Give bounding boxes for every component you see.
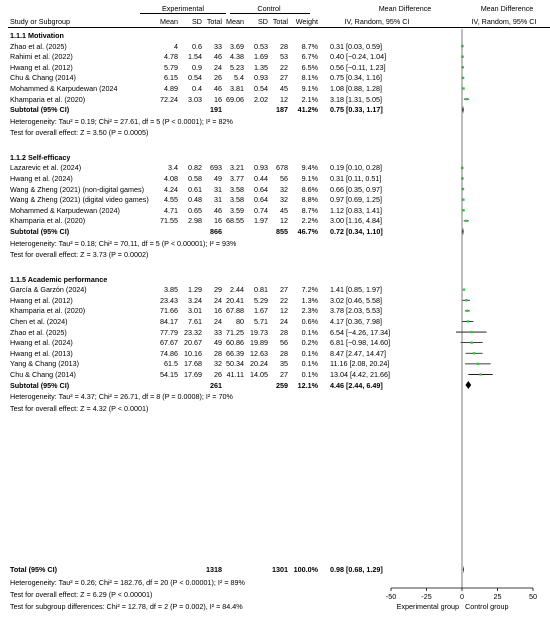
ctrl-total: 12 bbox=[280, 94, 288, 104]
ctrl-sd: 19.73 bbox=[250, 327, 268, 337]
exp-total: 24 bbox=[214, 62, 222, 72]
ctrl-mean: 66.39 bbox=[226, 348, 244, 358]
ci-text: 0.66 [0.35, 0.97] bbox=[330, 184, 382, 194]
exp-total: 31 bbox=[214, 195, 222, 205]
weight: 2.2% bbox=[301, 216, 318, 226]
ctrl-sd: 0.44 bbox=[254, 173, 268, 183]
x-tick-label: -25 bbox=[421, 592, 432, 601]
exp-mean-header: Mean bbox=[160, 17, 178, 26]
ci-text: 6.81 [−0.98, 14.60] bbox=[330, 338, 391, 348]
weight: 0.1% bbox=[301, 369, 318, 379]
exp-sd: 3.03 bbox=[188, 94, 202, 104]
exp-total: 24 bbox=[214, 316, 222, 326]
weight: 12.1% bbox=[297, 380, 318, 390]
exp-mean: 3.85 bbox=[164, 285, 178, 295]
weight: 6.7% bbox=[301, 52, 318, 62]
study-marker bbox=[462, 209, 464, 211]
ctrl-sd: 5.29 bbox=[254, 295, 268, 305]
subgroup-difference-text: Test for subgroup differences: Chi² = 12.78, df = 2 (P = 0.002), I² = 84.4% bbox=[10, 602, 243, 611]
exp-mean: 84.17 bbox=[160, 316, 178, 326]
exp-total: 46 bbox=[214, 84, 222, 93]
overall-effect-text: Test for overall effect: Z = 3.50 (P = 0.0005) bbox=[10, 128, 149, 138]
ctrl-mean: 4.38 bbox=[230, 52, 244, 62]
subtotal-label: Subtotal (95% CI) bbox=[10, 380, 70, 390]
ctrl-mean-header: Mean bbox=[226, 17, 244, 26]
subgroup-title: 1.1.5 Academic performance bbox=[10, 274, 108, 284]
ci-text: 4.17 [0.36, 7.98] bbox=[330, 316, 382, 326]
ctrl-total: 22 bbox=[280, 295, 288, 305]
total-diamond bbox=[463, 566, 464, 574]
exp-sd: 7.61 bbox=[188, 316, 202, 326]
ctrl-total: 53 bbox=[280, 52, 288, 62]
exp-sd: 2.98 bbox=[188, 216, 202, 226]
study-marker bbox=[473, 352, 475, 354]
total-overall-effect-text: Test for overall effect: Z = 6.29 (P < 0.00001) bbox=[10, 590, 153, 599]
study-marker bbox=[477, 363, 479, 365]
ctrl-mean: 3.58 bbox=[230, 184, 244, 194]
study-name: Khamparia et al. (2020) bbox=[10, 306, 86, 316]
ctrl-sd: 19.89 bbox=[250, 338, 268, 348]
subtotal-label: Subtotal (95% CI) bbox=[10, 105, 70, 115]
ctrl-total: 28 bbox=[280, 348, 288, 358]
exp-total: 46 bbox=[214, 52, 222, 62]
heterogeneity-text: Heterogeneity: Tau² = 4.37; Chi² = 26.71, df = 8 (P = 0.0008); I² = 70% bbox=[10, 392, 233, 402]
exp-mean: 4.24 bbox=[164, 184, 178, 194]
ctrl-mean: 67.88 bbox=[226, 306, 244, 316]
subtotal-diamond bbox=[462, 106, 463, 114]
study-name: Mohammed & Karpudewan (2024) bbox=[10, 205, 120, 215]
exp-sd: 0.82 bbox=[188, 163, 202, 173]
study-name: Lazarevic et al. (2024) bbox=[10, 163, 82, 173]
ctrl-mean: 60.86 bbox=[226, 338, 244, 348]
ctrl-sd: 20.24 bbox=[250, 359, 268, 369]
ci-text: 3.00 [1.16, 4.84] bbox=[330, 216, 382, 226]
ctrl-sd: 12.63 bbox=[250, 348, 268, 358]
exp-sd: 3.24 bbox=[188, 295, 202, 305]
ctrl-total: 259 bbox=[276, 380, 288, 390]
exp-sd: 1.29 bbox=[188, 285, 202, 295]
ctrl-total-header: Total bbox=[272, 17, 288, 26]
ci-text: 0.75 [0.34, 1.16] bbox=[330, 73, 382, 83]
exp-sd: 23.32 bbox=[184, 327, 202, 337]
exp-total: 16 bbox=[214, 306, 222, 316]
exp-sd: 0.48 bbox=[188, 195, 202, 205]
study-col-header: Study or Subgroup bbox=[10, 17, 70, 26]
study-marker bbox=[466, 310, 468, 312]
exp-mean: 72.24 bbox=[160, 94, 178, 104]
exp-total: 261 bbox=[210, 380, 222, 390]
weight: 9.1% bbox=[301, 173, 318, 183]
experimental-header: Experimental bbox=[162, 4, 204, 13]
ctrl-total: 56 bbox=[280, 173, 288, 183]
study-name: Hwang et al. (2012) bbox=[10, 295, 73, 305]
exp-mean: 77.79 bbox=[160, 327, 178, 337]
study-marker bbox=[461, 45, 463, 47]
ctrl-mean: 50.34 bbox=[226, 359, 244, 369]
study-marker bbox=[465, 98, 467, 100]
weight: 9.4% bbox=[301, 163, 318, 173]
study-marker bbox=[470, 331, 472, 333]
ci-text: 0.97 [0.69, 1.25] bbox=[330, 195, 382, 205]
exp-mean: 5.79 bbox=[164, 62, 178, 72]
x-label-control: Control group bbox=[465, 602, 509, 611]
exp-sd: 0.54 bbox=[188, 73, 202, 83]
ctrl-mean: 5.4 bbox=[234, 73, 244, 83]
study-name: Chu & Chang (2014) bbox=[10, 369, 76, 379]
weight: 8.8% bbox=[301, 195, 318, 205]
ctrl-mean: 3.81 bbox=[230, 84, 244, 93]
weight: 2.1% bbox=[301, 94, 318, 104]
control-header: Control bbox=[257, 4, 281, 13]
ctrl-mean: 3.58 bbox=[230, 195, 244, 205]
exp-sd: 1.54 bbox=[188, 52, 202, 62]
study-marker bbox=[467, 320, 469, 322]
ctrl-total: 22 bbox=[280, 62, 288, 72]
study-name: Khamparia et al. (2020) bbox=[10, 94, 86, 104]
ctrl-total: 1301 bbox=[272, 565, 288, 574]
md-header: Mean Difference bbox=[378, 4, 432, 13]
ctrl-total: 45 bbox=[280, 84, 288, 93]
ci-text: 3.78 [2.03, 5.53] bbox=[330, 306, 382, 316]
exp-total: 49 bbox=[214, 173, 222, 183]
study-marker bbox=[463, 288, 465, 290]
ctrl-total: 12 bbox=[280, 216, 288, 226]
subtotal-label: Subtotal (95% CI) bbox=[10, 226, 70, 236]
study-marker bbox=[465, 220, 467, 222]
ctrl-mean: 20.41 bbox=[226, 295, 244, 305]
ctrl-mean: 41.11 bbox=[226, 369, 244, 379]
ci-text: 1.08 [0.88, 1.28] bbox=[330, 84, 382, 93]
weight: 100.0% bbox=[293, 565, 318, 574]
ctrl-sd: 0.93 bbox=[254, 73, 268, 83]
weight: 41.2% bbox=[297, 105, 318, 115]
subgroup-title: 1.1.2 Self-efficacy bbox=[10, 152, 71, 162]
weight: 2.3% bbox=[301, 306, 318, 316]
ctrl-total: 678 bbox=[276, 163, 288, 173]
study-name: Zhao et al. (2025) bbox=[10, 327, 67, 337]
study-name: Chen et al. (2024) bbox=[10, 316, 68, 326]
exp-sd: 0.58 bbox=[188, 173, 202, 183]
ci-text: 8.47 [2.47, 14.47] bbox=[330, 348, 386, 358]
exp-total: 32 bbox=[214, 359, 222, 369]
ctrl-total: 56 bbox=[280, 338, 288, 348]
exp-total: 26 bbox=[214, 369, 222, 379]
ctrl-total: 45 bbox=[280, 205, 288, 215]
weight: 1.3% bbox=[301, 295, 318, 305]
ctrl-total: 32 bbox=[280, 195, 288, 205]
exp-mean: 6.15 bbox=[164, 73, 178, 83]
exp-total-header: Total bbox=[206, 17, 222, 26]
exp-total: 46 bbox=[214, 205, 222, 215]
weight: 7.2% bbox=[301, 285, 318, 295]
exp-mean: 71.55 bbox=[160, 216, 178, 226]
study-name: Mohammed & Karpudewan (2024 bbox=[10, 84, 118, 93]
study-name: Hwang et al. (2012) bbox=[10, 62, 73, 72]
ctrl-total: 27 bbox=[280, 369, 288, 379]
study-name: Hwang et al. (2013) bbox=[10, 348, 73, 358]
exp-mean: 67.67 bbox=[160, 338, 178, 348]
weight: 0.1% bbox=[301, 348, 318, 358]
exp-sd: 17.69 bbox=[184, 369, 202, 379]
ctrl-total: 855 bbox=[276, 226, 288, 236]
ctrl-mean: 69.06 bbox=[226, 94, 244, 104]
ci-text: 0.56 [−0.11, 1.23] bbox=[330, 62, 386, 72]
ctrl-total: 28 bbox=[280, 41, 288, 51]
exp-total: 29 bbox=[214, 285, 222, 295]
ctrl-sd: 0.81 bbox=[254, 285, 268, 295]
study-name: Chu & Chang (2014) bbox=[10, 73, 76, 83]
study-name: Zhao et al. (2025) bbox=[10, 41, 67, 51]
ctrl-mean: 80 bbox=[236, 316, 244, 326]
total-heterogeneity-text: Heterogeneity: Tau² = 0.26; Chi² = 182.76, df = 20 (P < 0.00001); I² = 89% bbox=[10, 578, 245, 587]
x-tick-label: 0 bbox=[460, 592, 464, 601]
overall-effect-text: Test for overall effect: Z = 3.73 (P = 0.0002) bbox=[10, 250, 149, 260]
x-tick-label: -50 bbox=[385, 592, 397, 601]
ci-text: 0.31 [0.03, 0.59] bbox=[330, 41, 382, 51]
ci-header: IV, Random, 95% CI bbox=[344, 17, 410, 26]
ctrl-sd: 5.71 bbox=[254, 316, 268, 326]
ci-text: 0.31 [0.11, 0.51] bbox=[330, 173, 382, 183]
weight-header: Weight bbox=[295, 17, 318, 26]
study-name: Hwang et al. (2024) bbox=[10, 338, 73, 348]
exp-total: 16 bbox=[214, 94, 222, 104]
weight: 8.1% bbox=[301, 73, 318, 83]
ctrl-total: 27 bbox=[280, 73, 288, 83]
ctrl-mean: 71.25 bbox=[226, 327, 244, 337]
exp-sd: 0.61 bbox=[188, 184, 202, 194]
exp-mean: 4 bbox=[174, 41, 178, 51]
exp-total: 33 bbox=[214, 327, 222, 337]
ci-text: 3.02 [0.46, 5.58] bbox=[330, 295, 382, 305]
exp-sd: 10.16 bbox=[184, 348, 202, 358]
exp-total: 31 bbox=[214, 184, 222, 194]
ci-text: 4.46 [2.44, 6.49] bbox=[330, 380, 383, 390]
ci-text: 0.72 [0.34, 1.10] bbox=[330, 226, 383, 236]
weight: 8.7% bbox=[301, 205, 318, 215]
weight: 9.1% bbox=[301, 84, 318, 93]
ctrl-total: 32 bbox=[280, 184, 288, 194]
md-header-right: Mean Difference bbox=[480, 4, 534, 13]
ctrl-sd: 0.53 bbox=[254, 41, 268, 51]
study-name: Wang & Zheng (2021) (non-digital games) bbox=[10, 184, 144, 194]
subtotal-diamond bbox=[465, 381, 471, 389]
study-name: Wang & Zheng (2021) (digital video games) bbox=[10, 195, 149, 205]
ctrl-total: 24 bbox=[280, 316, 288, 326]
exp-total: 24 bbox=[214, 295, 222, 305]
study-name: García & Garzón (2024) bbox=[10, 285, 87, 295]
ci-text: 13.04 [4.42, 21.66] bbox=[330, 369, 390, 379]
exp-mean: 4.08 bbox=[164, 173, 178, 183]
heterogeneity-text: Heterogeneity: Tau² = 0.19; Chi² = 27.61, df = 5 (P < 0.0001); I² = 82% bbox=[10, 116, 233, 126]
exp-total: 28 bbox=[214, 348, 222, 358]
ci-text: 0.40 [−0.24, 1.04] bbox=[330, 52, 387, 62]
exp-sd: 0.9 bbox=[192, 62, 202, 72]
x-tick-label: 50 bbox=[529, 592, 537, 601]
study-marker bbox=[465, 299, 467, 301]
ci-text: 0.19 [0.10, 0.28] bbox=[330, 163, 382, 173]
weight: 0.2% bbox=[301, 338, 318, 348]
ctrl-sd: 2.02 bbox=[254, 94, 268, 104]
exp-sd: 0.4 bbox=[192, 84, 202, 93]
ctrl-total: 27 bbox=[280, 285, 288, 295]
overall-effect-text: Test for overall effect: Z = 4.32 (P < 0.0001) bbox=[10, 403, 149, 413]
ci-header-right: IV, Random, 95% CI bbox=[471, 17, 537, 26]
ctrl-sd: 14.05 bbox=[250, 369, 268, 379]
exp-mean: 71.66 bbox=[160, 306, 178, 316]
ctrl-sd: 1.67 bbox=[254, 306, 268, 316]
ctrl-sd: 0.74 bbox=[254, 205, 268, 215]
exp-mean: 3.4 bbox=[168, 163, 178, 173]
exp-mean: 54.15 bbox=[160, 369, 178, 379]
study-marker bbox=[462, 198, 464, 200]
exp-mean: 4.71 bbox=[164, 205, 178, 215]
ctrl-total: 12 bbox=[280, 306, 288, 316]
exp-sd: 20.67 bbox=[184, 338, 202, 348]
weight: 0.6% bbox=[301, 316, 318, 326]
ci-text: 0.98 [0.68, 1.29] bbox=[330, 565, 383, 574]
ctrl-mean: 3.69 bbox=[230, 41, 244, 51]
study-marker bbox=[461, 177, 463, 179]
exp-sd-header: SD bbox=[192, 17, 202, 26]
ci-text: 3.18 [1.31, 5.05] bbox=[330, 94, 382, 104]
exp-mean: 61.5 bbox=[164, 359, 178, 369]
exp-sd: 3.01 bbox=[188, 306, 202, 316]
ctrl-sd: 0.64 bbox=[254, 195, 268, 205]
subtotal-diamond bbox=[462, 227, 463, 235]
study-name: Yang & Chang (2013) bbox=[10, 359, 79, 369]
ci-text: 1.41 [0.85, 1.97] bbox=[330, 285, 382, 295]
study-marker bbox=[470, 341, 472, 343]
ctrl-sd: 0.54 bbox=[254, 84, 268, 93]
ctrl-mean: 68.55 bbox=[226, 216, 244, 226]
x-tick-label: 25 bbox=[493, 592, 502, 601]
exp-mean: 23.43 bbox=[160, 295, 178, 305]
exp-total: 866 bbox=[210, 226, 222, 236]
ctrl-mean: 5.23 bbox=[230, 62, 244, 72]
exp-total: 26 bbox=[214, 73, 222, 83]
study-marker bbox=[479, 373, 481, 375]
weight: 6.5% bbox=[301, 62, 318, 72]
heterogeneity-text: Heterogeneity: Tau² = 0.18; Chi² = 70.11, df = 5 (P < 0.00001); I² = 93% bbox=[10, 238, 237, 248]
exp-mean: 4.78 bbox=[164, 52, 178, 62]
ci-text: 0.75 [0.33, 1.17] bbox=[330, 105, 383, 115]
exp-sd: 0.65 bbox=[188, 205, 202, 215]
study-name: Khamparia et al. (2020) bbox=[10, 216, 86, 226]
ctrl-mean: 3.77 bbox=[230, 173, 244, 183]
weight: 0.1% bbox=[301, 359, 318, 369]
ctrl-sd: 0.93 bbox=[254, 163, 268, 173]
weight: 46.7% bbox=[297, 226, 318, 236]
ci-text: 11.16 [2.08, 20.24] bbox=[330, 359, 390, 369]
study-name: Hwang et al. (2024) bbox=[10, 173, 73, 183]
exp-total: 693 bbox=[210, 163, 222, 173]
ctrl-mean: 3.59 bbox=[230, 205, 244, 215]
exp-sd: 17.68 bbox=[184, 359, 202, 369]
exp-total: 16 bbox=[214, 216, 222, 226]
study-marker bbox=[462, 87, 464, 89]
ctrl-sd: 1.69 bbox=[254, 52, 268, 62]
ctrl-sd: 0.64 bbox=[254, 184, 268, 194]
x-label-experimental: Experimental group bbox=[396, 602, 459, 611]
ctrl-sd: 1.35 bbox=[254, 62, 268, 72]
weight: 8.7% bbox=[301, 41, 318, 51]
exp-sd: 0.6 bbox=[192, 41, 202, 51]
ctrl-mean: 2.44 bbox=[230, 285, 244, 295]
ci-text: 1.12 [0.83, 1.41] bbox=[330, 205, 382, 215]
exp-mean: 4.55 bbox=[164, 195, 178, 205]
ctrl-total: 35 bbox=[280, 359, 288, 369]
exp-mean: 4.89 bbox=[164, 84, 178, 93]
exp-total: 1318 bbox=[206, 565, 222, 574]
exp-mean: 74.86 bbox=[160, 348, 178, 358]
ci-text: 6.54 [−4.26, 17.34] bbox=[330, 327, 391, 337]
exp-total: 191 bbox=[210, 105, 222, 115]
ctrl-sd: 1.97 bbox=[254, 216, 268, 226]
subgroup-title: 1.1.1 Motivation bbox=[10, 31, 64, 40]
study-name: Rahimi et al. (2022) bbox=[10, 52, 73, 62]
ctrl-sd-header: SD bbox=[258, 17, 268, 26]
weight: 8.6% bbox=[301, 184, 318, 194]
exp-total: 49 bbox=[214, 338, 222, 348]
ctrl-total: 28 bbox=[280, 327, 288, 337]
ctrl-mean: 3.21 bbox=[230, 163, 244, 173]
weight: 0.1% bbox=[301, 327, 318, 337]
exp-total: 33 bbox=[214, 41, 222, 51]
total-label: Total (95% CI) bbox=[10, 565, 57, 574]
ctrl-total: 187 bbox=[276, 105, 288, 115]
